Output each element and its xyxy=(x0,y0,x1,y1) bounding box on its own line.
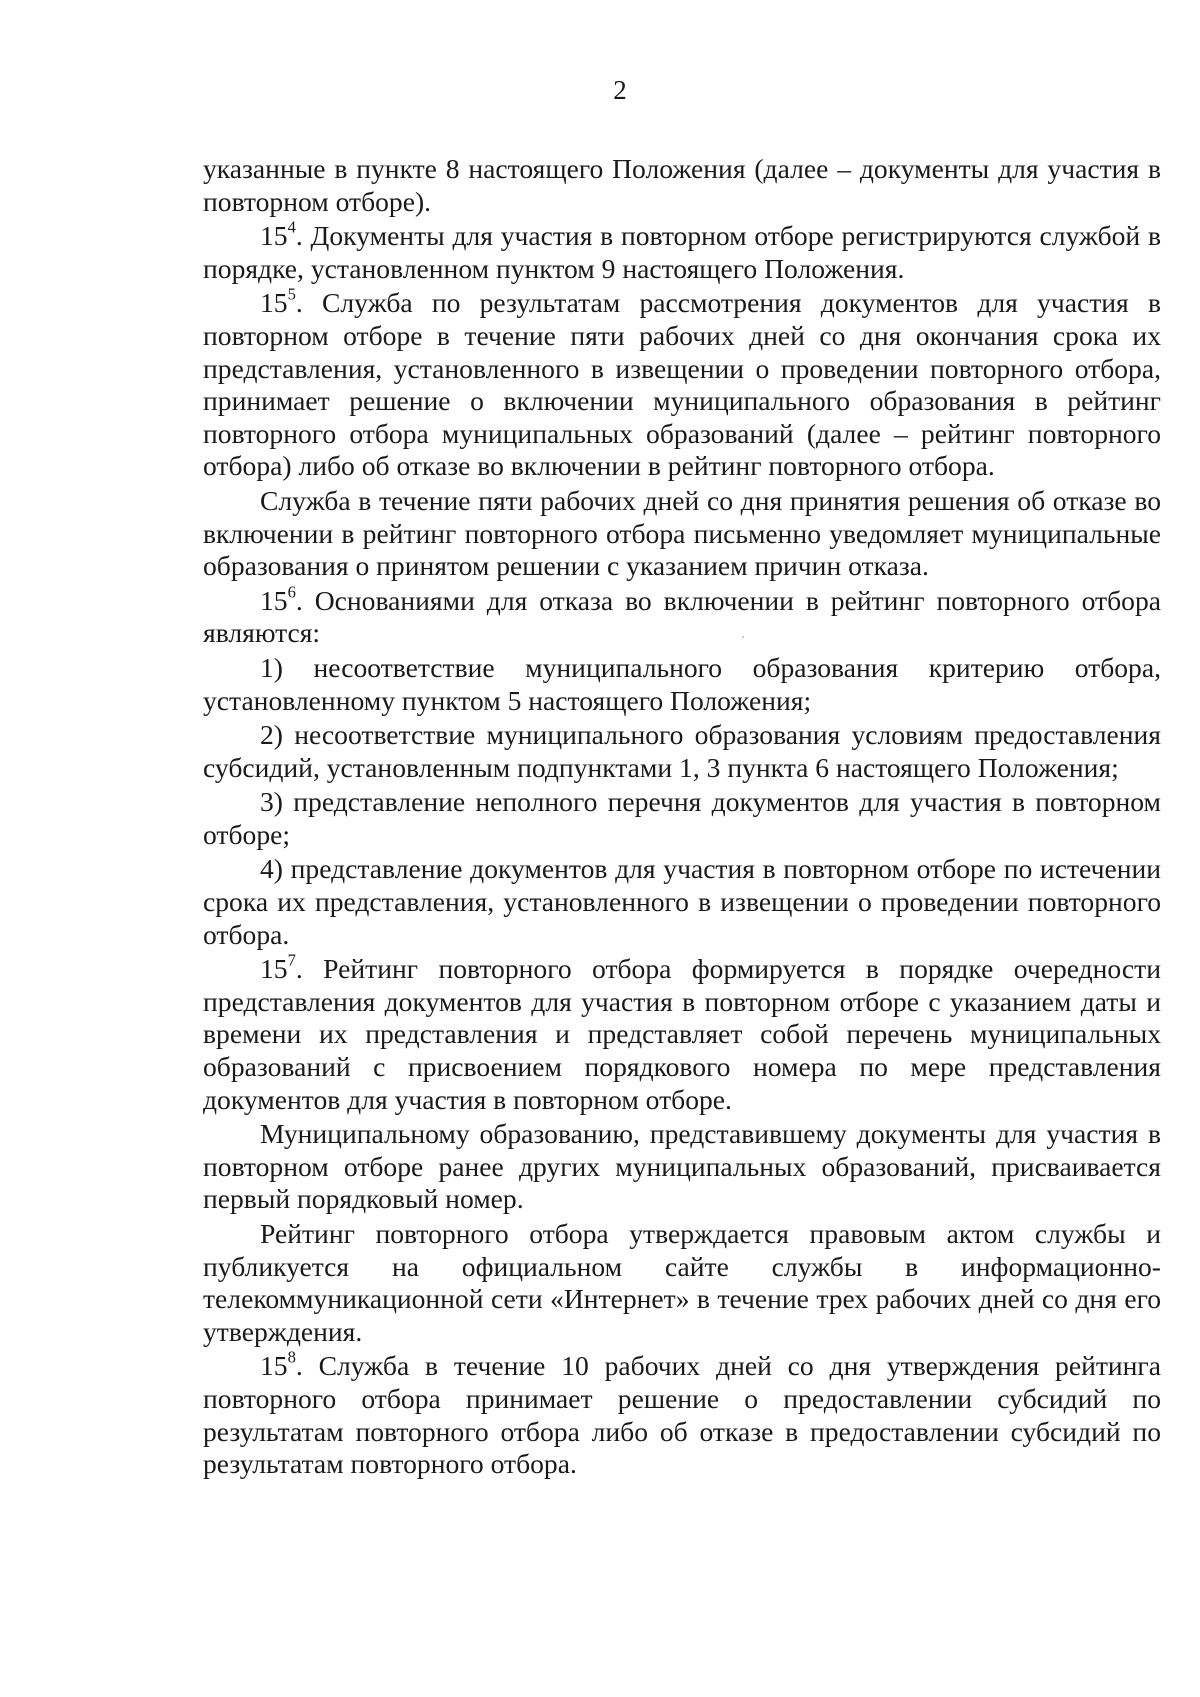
page-number: 2 xyxy=(613,75,627,105)
paragraph-text: 3) представление неполного перечня документов для участия в повторном отборе; xyxy=(203,786,1161,850)
paragraph-notification xyxy=(203,485,1161,583)
clause-number: 15 xyxy=(260,584,288,616)
clause-superscript: 5 xyxy=(287,284,296,304)
paragraph-text: указанные в пункте 8 настоящего Положения (далее – документы для участия в повторном отборе). xyxy=(203,153,1161,217)
paragraph-text: . Рейтинг повторного отбора формируется в порядке очередности представления документов для участия в повторном отборе с указанием даты и времени их представления и представляет собой перечень муниципальных образований с присвоением порядкового номера по мере представления документов для участия в повторном отборе. xyxy=(203,953,1161,1115)
list-item-4 xyxy=(203,853,1161,951)
paragraph-continuation xyxy=(203,153,1161,218)
clause-number: 15 xyxy=(260,220,288,252)
paragraph-text: 4) представление документов для участия в повторном отборе по истечении срока их представления, установленного в извещении о проведении повторного отбора. xyxy=(203,853,1161,950)
list-item-3 xyxy=(203,786,1161,851)
document-body xyxy=(203,153,1161,1481)
clause-number: 15 xyxy=(260,287,288,319)
paragraph-clause-15-5 xyxy=(203,284,1161,483)
paragraph-text: Муниципальному образованию, представившему документы для участия в повторном отборе ранее других муниципальных образований, присваивается первый порядковый номер. xyxy=(203,1118,1161,1215)
paragraph-text: . Служба в течение 10 рабочих дней со дня утверждения рейтинга повторного отбора принимает решение о предоставлении субсидий по результатам повторного отбора либо об отказе в предоставлении субсидий по результатам повторного отбора. xyxy=(203,1350,1161,1480)
clause-superscript: 4 xyxy=(287,217,296,237)
paragraph-clause-15-4 xyxy=(203,217,1161,285)
clause-number: 15 xyxy=(260,1350,288,1382)
clause-superscript: 6 xyxy=(287,582,296,602)
paragraph-text: Служба в течение пяти рабочих дней со дня принятия решения об отказе во включении в рейтинг повторного отбора письменно уведомляет муниципальные образования о принятом решении с указанием причин отказа. xyxy=(203,484,1161,582)
paragraph-text: 1) несоответствие муниципального образования критерию отбора, установленному пунктом 5 настоящего Положения; xyxy=(203,651,1161,716)
scan-speck xyxy=(742,636,744,638)
paragraph-text: . Основаниями для отказа во включении в рейтинг повторного отбора являются: xyxy=(203,584,1161,649)
paragraph-text: Рейтинг повторного отбора утверждается правовым актом службы и публикуется на официальном сайте службы в информационно-телекоммуникационной сети «Интернет» в течение трех рабочих дней со дня его утверждения. xyxy=(203,1218,1161,1347)
paragraph-clause-15-6 xyxy=(203,582,1161,650)
list-item-2 xyxy=(203,719,1161,784)
list-item-1 xyxy=(203,652,1161,717)
clause-superscript: 8 xyxy=(287,1347,296,1367)
paragraph-text: . Служба по результатам рассмотрения документов для участия в повторном отборе в течение пяти рабочих дней со дня окончания срока их представления, установленного в извещении о проведении повторного отбора, принимает решение о включении муниципального образования в рейтинг повторного отбора муниципальных образований (далее – рейтинг повторного отбора) либо об отказе во включении в рейтинг повторного отбора. xyxy=(203,287,1161,482)
clause-number: 15 xyxy=(260,953,288,985)
paragraph-text: . Документы для участия в повторном отборе регистрируются службой в порядке, установленном пунктом 9 настоящего Положения. xyxy=(203,220,1161,284)
paragraph-first-number xyxy=(203,1118,1161,1216)
paragraph-text: 2) несоответствие муниципального образования условиям предоставления субсидий, установленным подпунктами 1, 3 пункта 6 настоящего Положения; xyxy=(203,719,1161,783)
paragraph-rating-approval xyxy=(203,1218,1161,1348)
paragraph-clause-15-8 xyxy=(203,1347,1161,1480)
paragraph-clause-15-7 xyxy=(203,950,1161,1116)
clause-superscript: 7 xyxy=(287,950,296,970)
